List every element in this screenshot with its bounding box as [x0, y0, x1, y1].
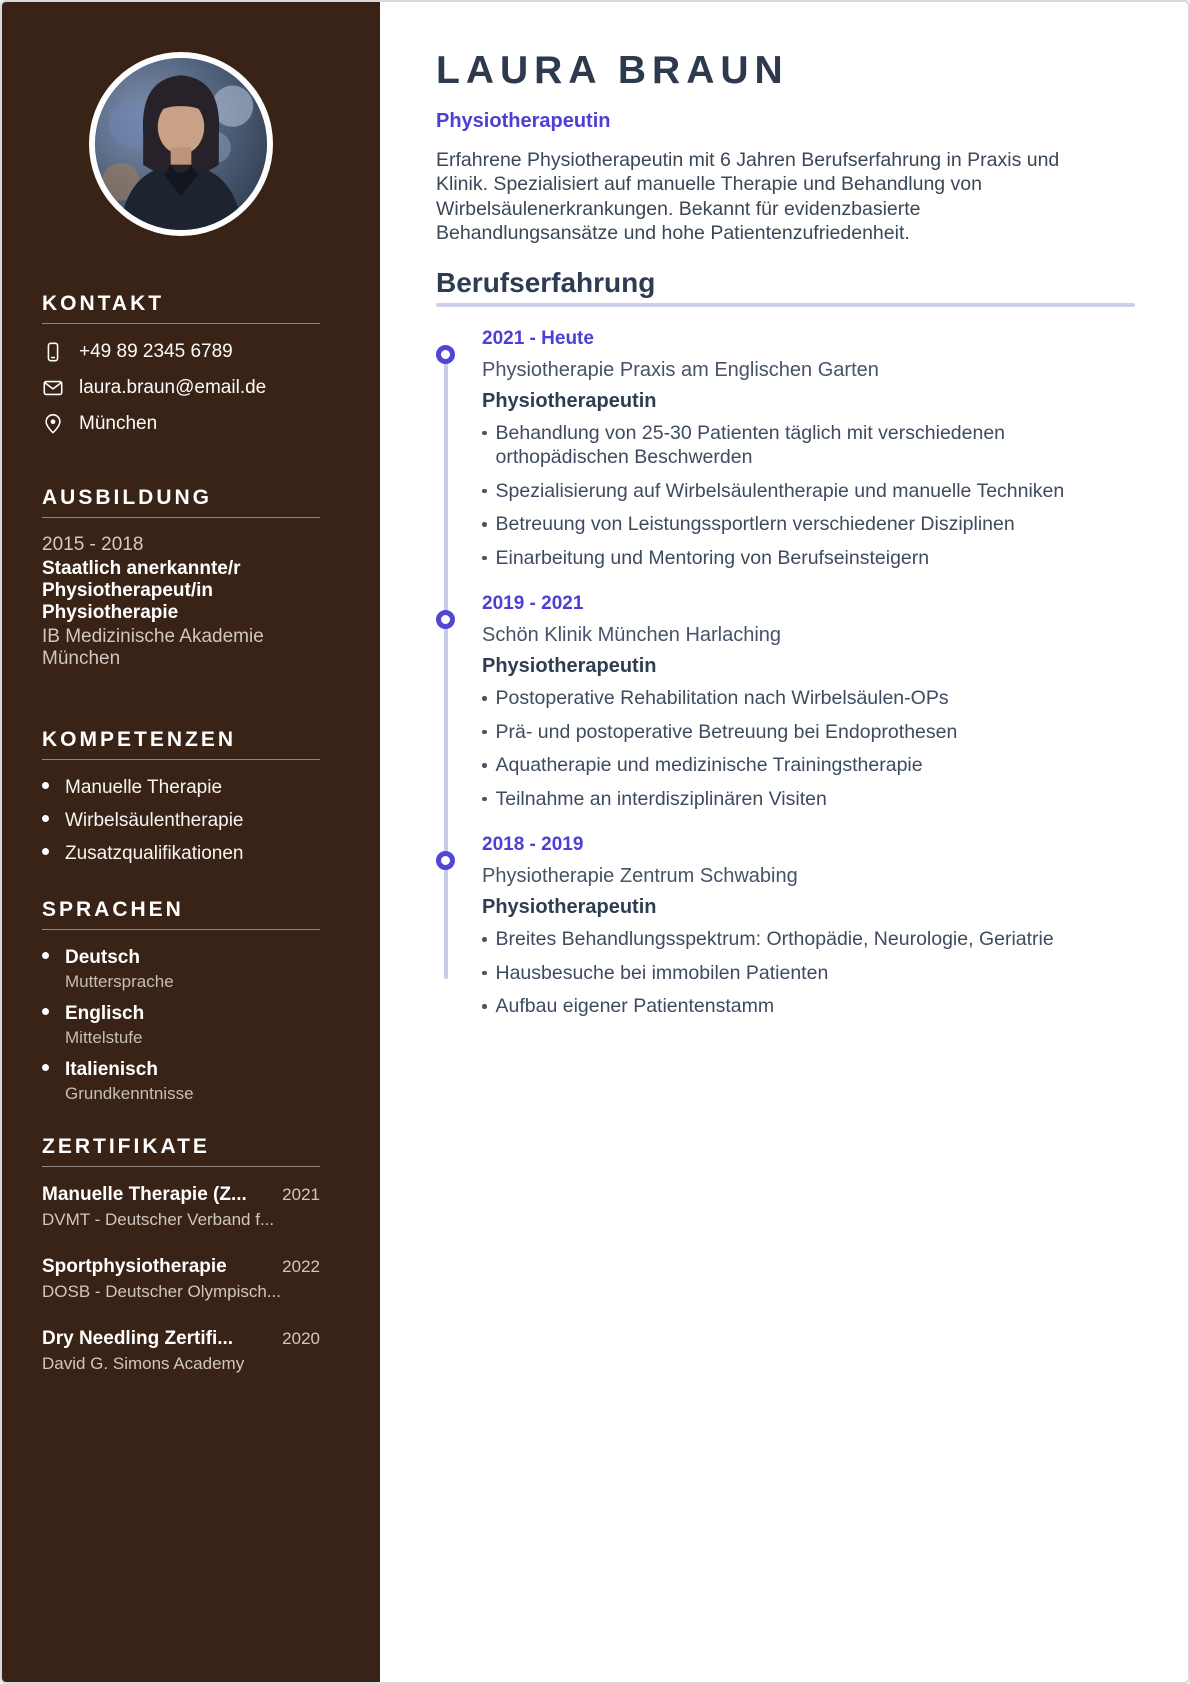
entry-bullet-list	[482, 686, 1135, 811]
skill-label: Zusatzqualifikationen	[65, 843, 244, 865]
entry-company: Physiotherapie Zentrum Schwabing	[482, 865, 798, 888]
sidebar-section-education	[42, 486, 320, 670]
entry-company: Physiotherapie Praxis am Englischen Garten	[482, 358, 879, 381]
language-level: Muttersprache	[65, 972, 174, 992]
certificate-issuer: DOSB - Deutscher Olympisch...	[42, 1282, 282, 1302]
entry-role: Physiotherapeutin	[482, 389, 657, 412]
bullet-dot-icon	[482, 763, 487, 768]
bullet-dot-icon	[42, 952, 49, 959]
bullet-dot-icon	[482, 522, 487, 527]
bullet-dot-icon	[482, 556, 487, 561]
language-name: Deutsch	[42, 946, 320, 970]
phone-icon	[42, 341, 64, 363]
entry-role: Physiotherapeutin	[482, 655, 657, 678]
certificate-year: 2021	[282, 1185, 320, 1205]
entry-bullet: Betreuung von Leistungssportlern verschiedener Disziplinen	[482, 512, 1122, 537]
experience-entry	[436, 592, 1135, 811]
certificate-item	[42, 1183, 320, 1231]
entry-period: 2018 - 2019	[482, 834, 584, 856]
entry-bullet-list	[482, 421, 1135, 571]
language-name: Englisch	[42, 1002, 320, 1026]
contact-item-email	[42, 376, 320, 400]
entry-bullet: Prä- und postoperative Betreuung bei Endoprothesen	[482, 720, 1122, 745]
education-school: IB Medizinische Akademie München	[42, 626, 264, 670]
profile-photo-illustration	[95, 58, 267, 230]
contact-heading: KONTAKT	[42, 292, 165, 315]
section-divider	[42, 759, 320, 760]
entry-bullet: Einarbeitung und Mentoring von Berufseinsteigern	[482, 546, 1122, 571]
skill-label: Wirbelsäulentherapie	[65, 810, 244, 832]
entry-bullet: Postoperative Rehabilitation nach Wirbelsäulen-OPs	[482, 686, 1122, 711]
language-item	[42, 946, 320, 993]
entry-bullet: Hausbesuche bei immobilen Patienten	[482, 961, 1122, 986]
skill-item	[42, 842, 320, 866]
bullet-dot-icon	[482, 797, 487, 802]
certificate-year: 2022	[282, 1257, 320, 1277]
entry-role: Physiotherapeutin	[482, 896, 657, 919]
sidebar-section-contact	[42, 292, 320, 436]
bullet-dot-icon	[482, 1004, 487, 1009]
bullet-dot-icon	[42, 815, 49, 822]
bullet-dot-icon	[482, 730, 487, 735]
education-field: Physiotherapie	[42, 602, 179, 624]
person-name: LAURA BRAUN	[436, 49, 789, 92]
contact-item-phone	[42, 340, 320, 364]
entry-period: 2021 - Heute	[482, 327, 594, 349]
bullet-dot-icon	[42, 1064, 49, 1071]
entry-bullet: Behandlung von 25-30 Patienten täglich mit verschiedenen orthopädischen Beschwerden	[482, 421, 1122, 470]
skill-item	[42, 809, 320, 833]
contact-location-text: München	[79, 413, 158, 435]
person-title: Physiotherapeutin	[436, 109, 611, 132]
entry-bullet: Breites Behandlungsspektrum: Orthopädie, Neurologie, Geriatrie	[482, 927, 1122, 952]
contact-item-location	[42, 412, 320, 436]
section-divider	[42, 323, 320, 324]
language-level: Mittelstufe	[65, 1028, 143, 1048]
timeline-marker-icon	[436, 851, 455, 870]
summary-text: Erfahrene Physiotherapeutin mit 6 Jahren Berufserfahrung in Praxis und Klinik. Spezialisiert auf manuelle Therapie und Behandlung von Wirbelsäulenerkrankungen. Bekannt für evidenzbasierte Behandlungsansätze und hohe Patientenzufriedenheit.	[436, 148, 1060, 245]
mail-icon	[42, 377, 64, 399]
certificate-title: Sportphysiotherapie	[42, 1256, 227, 1278]
language-item	[42, 1002, 320, 1049]
section-divider	[42, 517, 320, 518]
skills-heading: KOMPETENZEN	[42, 728, 237, 752]
language-level: Grundkenntnisse	[65, 1084, 194, 1104]
profile-photo	[89, 52, 273, 236]
entry-bullet: Spezialisierung auf Wirbelsäulentherapie und manuelle Techniken	[482, 479, 1122, 504]
language-name: Italienisch	[42, 1058, 320, 1082]
bullet-dot-icon	[42, 782, 49, 789]
certificate-item	[42, 1255, 320, 1303]
section-divider	[42, 929, 320, 930]
timeline-marker-icon	[436, 610, 455, 629]
experience-entry	[436, 327, 1135, 571]
education-period: 2015 - 2018	[42, 534, 144, 556]
main-content	[380, 2, 1188, 1682]
sidebar-section-skills	[42, 728, 320, 866]
skill-label: Manuelle Therapie	[65, 777, 223, 799]
experience-timeline	[436, 327, 1135, 1019]
skills-list	[42, 776, 320, 866]
bullet-dot-icon	[482, 696, 487, 701]
contact-email-text: laura.braun@email.de	[79, 377, 267, 399]
bullet-dot-icon	[42, 848, 49, 855]
certificate-issuer: DVMT - Deutscher Verband f...	[42, 1210, 275, 1230]
entry-bullet: Aquatherapie und medizinische Trainingstherapie	[482, 753, 1122, 778]
contact-phone-text: +49 89 2345 6789	[79, 341, 233, 363]
languages-heading: SPRACHEN	[42, 898, 184, 922]
certificate-year: 2020	[282, 1329, 320, 1349]
experience-heading-underline	[436, 303, 1135, 307]
certificate-item	[42, 1327, 320, 1375]
entry-period: 2019 - 2021	[482, 593, 584, 615]
certificates-heading: ZERTIFIKATE	[42, 1135, 210, 1159]
bullet-dot-icon	[482, 937, 487, 942]
education-heading: AUSBILDUNG	[42, 486, 212, 510]
entry-company: Schön Klinik München Harlaching	[482, 624, 782, 647]
bullet-dot-icon	[482, 489, 487, 494]
experience-heading: Berufserfahrung	[436, 266, 656, 298]
entry-bullet-list	[482, 927, 1135, 1019]
bullet-dot-icon	[42, 1008, 49, 1015]
experience-entry	[436, 833, 1135, 1019]
location-pin-icon	[42, 413, 64, 435]
certificate-title: Dry Needling Zertifi...	[42, 1328, 234, 1350]
language-item	[42, 1058, 320, 1105]
bullet-dot-icon	[482, 431, 487, 436]
certificate-title: Manuelle Therapie (Z...	[42, 1184, 247, 1206]
entry-bullet: Teilnahme an interdisziplinären Visiten	[482, 787, 1122, 812]
section-divider	[42, 1166, 320, 1167]
certificate-issuer: David G. Simons Academy	[42, 1354, 245, 1374]
bullet-dot-icon	[482, 971, 487, 976]
entry-bullet: Aufbau eigener Patientenstamm	[482, 994, 1122, 1019]
sidebar-section-certificates	[42, 1135, 320, 1375]
skill-item	[42, 776, 320, 800]
education-degree: Staatlich anerkannte/r Physiotherapeut/in	[42, 558, 241, 602]
sidebar-section-languages	[42, 898, 320, 1105]
timeline-marker-icon	[436, 345, 455, 364]
sidebar	[2, 2, 380, 1682]
